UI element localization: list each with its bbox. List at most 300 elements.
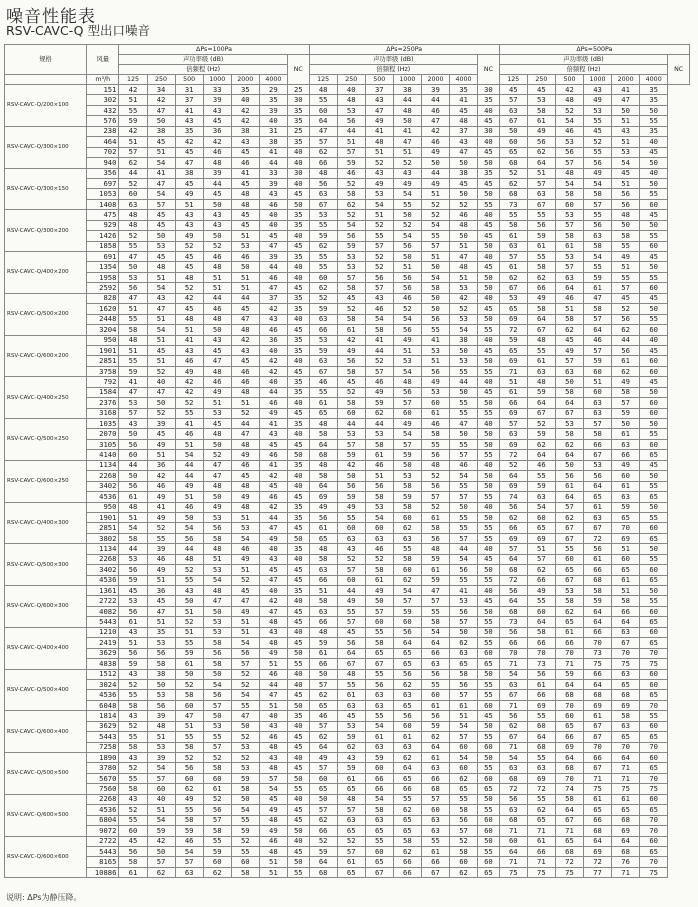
value-cell: 41 (175, 419, 203, 429)
flow-cell: 4838 (87, 659, 119, 669)
value-cell: 75 (584, 659, 612, 669)
value-cell: 42 (259, 366, 287, 376)
value-cell: 66 (584, 439, 612, 449)
value-cell: 62 (527, 439, 555, 449)
value-cell: 57 (259, 773, 287, 783)
value-cell: 51 (203, 554, 231, 564)
value-cell: 48 (337, 95, 365, 105)
value-cell: 45 (287, 575, 309, 585)
value-cell: 56 (393, 711, 421, 721)
value-cell: 50 (203, 606, 231, 616)
value-cell: 45 (175, 262, 203, 272)
value-cell: 61 (527, 836, 555, 846)
value-cell: 51 (231, 398, 259, 408)
value-cell: 59 (309, 231, 337, 241)
value-cell: 48 (203, 262, 231, 272)
value-cell: 54 (421, 272, 449, 282)
value-cell: 42 (231, 335, 259, 345)
model-cell: RSV-CAVC-Q/600×500 (5, 794, 87, 836)
value-cell: 47 (450, 147, 478, 157)
value-cell: 64 (499, 554, 527, 564)
value-cell: 70 (527, 648, 555, 658)
value-cell: 60 (478, 826, 500, 836)
value-cell: 56 (203, 805, 231, 815)
value-cell: 62 (175, 784, 203, 794)
value-cell: 60 (640, 199, 668, 209)
value-cell: 68 (584, 826, 612, 836)
value-cell: 64 (555, 679, 583, 689)
value-cell: 61 (450, 700, 478, 710)
value-cell: 53 (365, 189, 393, 199)
value-cell: 55 (499, 210, 527, 220)
value-cell: 67 (499, 116, 527, 126)
value-cell: 58 (555, 231, 583, 241)
value-cell: 53 (584, 460, 612, 470)
value-cell: 65 (478, 784, 500, 794)
model-cell: RSV-CAVC-Q/300×150 (5, 168, 87, 210)
value-cell: 65 (309, 533, 337, 543)
value-cell: 49 (337, 502, 365, 512)
value-cell: 55 (527, 210, 555, 220)
value-cell: 44 (365, 419, 393, 429)
value-cell: 63 (450, 648, 478, 658)
value-cell: 45 (478, 178, 500, 188)
group-header: ΔPs=500Pa (499, 45, 689, 55)
value-cell: 55 (337, 512, 365, 522)
value-cell: 62 (393, 805, 421, 815)
model-cell: RSV-CAVC-Q/400×200 (5, 252, 87, 294)
value-cell: 50 (478, 512, 500, 522)
value-cell: 58 (337, 314, 365, 324)
value-cell: 40 (478, 137, 500, 147)
value-cell: 58 (555, 596, 583, 606)
value-cell: 62 (450, 867, 478, 877)
value-cell: 39 (203, 168, 231, 178)
value-cell: 54 (259, 784, 287, 794)
value-cell: 65 (640, 492, 668, 502)
flow-cell: 1620 (87, 304, 119, 314)
value-cell: 55 (119, 105, 147, 115)
value-cell: 48 (231, 325, 259, 335)
value-cell: 49 (612, 377, 640, 387)
value-cell: 62 (555, 512, 583, 522)
value-cell: 65 (478, 867, 500, 877)
value-cell: 70 (584, 742, 612, 752)
value-cell: 70 (640, 857, 668, 867)
value-cell: 55 (365, 711, 393, 721)
value-cell: 48 (612, 210, 640, 220)
value-cell: 67 (555, 815, 583, 825)
value-cell: 64 (584, 617, 612, 627)
flow-cell: 1814 (87, 711, 119, 721)
flow-cell: 1134 (87, 544, 119, 554)
value-cell: 66 (584, 815, 612, 825)
value-cell: 42 (259, 596, 287, 606)
value-cell: 48 (259, 742, 287, 752)
value-cell: 52 (175, 617, 203, 627)
value-cell: 51 (147, 272, 175, 282)
value-cell: 63 (365, 533, 393, 543)
value-cell: 59 (393, 606, 421, 616)
table-row (5, 763, 690, 773)
value-cell: 66 (309, 325, 337, 335)
value-cell: 58 (119, 784, 147, 794)
value-cell: 75 (640, 659, 668, 669)
value-cell: 71 (499, 742, 527, 752)
freq-header: 500 (175, 75, 203, 85)
value-cell: 40 (287, 669, 309, 679)
value-cell: 58 (527, 627, 555, 637)
value-cell: 72 (555, 857, 583, 867)
value-cell: 55 (640, 512, 668, 522)
value-cell: 61 (119, 617, 147, 627)
value-cell: 51 (309, 586, 337, 596)
value-cell: 51 (147, 450, 175, 460)
value-cell: 60 (393, 512, 421, 522)
value-cell: 66 (555, 638, 583, 648)
value-cell: 46 (231, 252, 259, 262)
value-cell: 77 (584, 867, 612, 877)
value-cell: 67 (499, 283, 527, 293)
value-cell: 55 (640, 429, 668, 439)
value-cell: 53 (203, 721, 231, 731)
value-cell: 51 (365, 210, 393, 220)
value-cell: 39 (421, 85, 449, 95)
value-cell: 35 (640, 95, 668, 105)
value-cell: 46 (555, 126, 583, 136)
value-cell: 46 (555, 293, 583, 303)
value-cell: 35 (287, 544, 309, 554)
value-cell: 58 (231, 867, 259, 877)
value-cell: 65 (365, 826, 393, 836)
value-cell: 64 (612, 753, 640, 763)
value-cell: 57 (450, 732, 478, 742)
value-cell: 58 (555, 794, 583, 804)
value-cell: 62 (309, 815, 337, 825)
value-cell: 55 (421, 679, 449, 689)
value-cell: 50 (450, 158, 478, 168)
value-cell: 50 (478, 189, 500, 199)
value-cell: 46 (309, 711, 337, 721)
table-row (5, 168, 690, 178)
value-cell: 61 (527, 356, 555, 366)
flow-cell: 1134 (87, 460, 119, 470)
value-cell: 59 (421, 554, 449, 564)
value-cell: 54 (499, 753, 527, 763)
flow-cell: 1354 (87, 262, 119, 272)
value-cell: 59 (203, 846, 231, 856)
value-cell: 55 (478, 325, 500, 335)
value-cell: 55 (450, 398, 478, 408)
value-cell: 50 (478, 669, 500, 679)
value-cell: 48 (203, 544, 231, 554)
value-cell: 63 (309, 314, 337, 324)
flow-cell: 691 (87, 252, 119, 262)
value-cell: 65 (612, 732, 640, 742)
value-cell: 57 (555, 158, 583, 168)
value-cell: 50 (478, 836, 500, 846)
value-cell: 48 (231, 481, 259, 491)
value-cell: 64 (555, 492, 583, 502)
value-cell: 52 (337, 387, 365, 397)
value-cell: 40 (287, 481, 309, 491)
value-cell: 54 (584, 178, 612, 188)
value-cell: 46 (259, 732, 287, 742)
value-cell: 52 (231, 732, 259, 742)
value-cell: 58 (337, 189, 365, 199)
value-cell: 53 (337, 105, 365, 115)
value-cell: 60 (640, 836, 668, 846)
value-cell: 43 (259, 753, 287, 763)
value-cell: 60 (612, 471, 640, 481)
value-cell: 62 (527, 272, 555, 282)
model-cell: RSV-CAVC-Q/400×250 (5, 377, 87, 419)
value-cell: 44 (175, 471, 203, 481)
flow-cell: 702 (87, 147, 119, 157)
value-cell: 70 (499, 648, 527, 658)
value-cell: 57 (175, 857, 203, 867)
value-cell: 55 (421, 325, 449, 335)
value-cell: 52 (119, 231, 147, 241)
value-cell: 56 (499, 502, 527, 512)
value-cell: 75 (640, 784, 668, 794)
value-cell: 50 (612, 105, 640, 115)
footnote: 说明: ΔPs为静压降。 (6, 893, 82, 902)
value-cell: 72 (584, 857, 612, 867)
value-cell: 66 (421, 648, 449, 658)
value-cell: 51 (175, 492, 203, 502)
flow-cell: 2268 (87, 554, 119, 564)
value-cell: 35 (287, 304, 309, 314)
value-cell: 43 (612, 126, 640, 136)
value-cell: 38 (450, 335, 478, 345)
value-cell: 51 (231, 272, 259, 282)
value-cell: 61 (365, 732, 393, 742)
value-cell: 35 (287, 210, 309, 220)
value-cell: 54 (499, 669, 527, 679)
value-cell: 61 (527, 116, 555, 126)
value-cell: 61 (337, 773, 365, 783)
value-cell: 61 (584, 554, 612, 564)
value-cell: 49 (421, 147, 449, 157)
value-cell: 63 (612, 439, 640, 449)
table-row (5, 784, 690, 794)
value-cell: 65 (640, 690, 668, 700)
value-cell: 50 (287, 773, 309, 783)
table-body (5, 85, 690, 878)
value-cell: 56 (612, 314, 640, 324)
value-cell: 64 (612, 836, 640, 846)
flow-cell: 3758 (87, 366, 119, 376)
freq-header: 4000 (640, 75, 668, 85)
value-cell: 69 (309, 492, 337, 502)
flow-cell: 464 (87, 137, 119, 147)
value-cell: 63 (584, 512, 612, 522)
freq-header: 1000 (584, 75, 612, 85)
value-cell: 55 (640, 596, 668, 606)
value-cell: 55 (478, 533, 500, 543)
value-cell: 50 (640, 419, 668, 429)
value-cell: 36 (147, 586, 175, 596)
value-cell: 60 (527, 721, 555, 731)
value-cell: 55 (478, 690, 500, 700)
value-cell: 54 (119, 523, 147, 533)
value-cell: 47 (421, 586, 449, 596)
value-cell: 52 (119, 178, 147, 188)
value-cell: 30 (287, 95, 309, 105)
value-cell: 47 (203, 471, 231, 481)
value-cell: 57 (421, 794, 449, 804)
value-cell: 49 (393, 335, 421, 345)
model-cell: RSV-CAVC-Q/600×400 (5, 711, 87, 753)
value-cell: 53 (450, 314, 478, 324)
value-cell: 62 (555, 606, 583, 616)
value-cell: 40 (147, 794, 175, 804)
value-cell: 54 (450, 721, 478, 731)
value-cell: 55 (337, 679, 365, 689)
freq-header: 2000 (421, 75, 449, 85)
value-cell: 56 (393, 387, 421, 397)
value-cell: 44 (337, 419, 365, 429)
value-cell: 65 (499, 147, 527, 157)
value-cell: 45 (259, 481, 287, 491)
value-cell: 43 (119, 627, 147, 637)
value-cell: 57 (555, 220, 583, 230)
value-cell: 63 (119, 199, 147, 209)
flow-cell: 475 (87, 210, 119, 220)
value-cell: 65 (527, 523, 555, 533)
value-cell: 58 (365, 439, 393, 449)
value-cell: 52 (175, 283, 203, 293)
value-cell: 48 (309, 627, 337, 637)
value-cell: 55 (478, 679, 500, 689)
value-cell: 58 (555, 429, 583, 439)
value-cell: 52 (337, 210, 365, 220)
value-cell: 57 (119, 147, 147, 157)
value-cell: 52 (337, 178, 365, 188)
value-cell: 46 (421, 105, 449, 115)
value-cell: 58 (203, 659, 231, 669)
value-cell: 53 (612, 147, 640, 157)
flow-cell: 1035 (87, 419, 119, 429)
value-cell: 55 (450, 481, 478, 491)
value-cell: 55 (365, 231, 393, 241)
value-cell: 50 (203, 325, 231, 335)
value-cell: 48 (147, 721, 175, 731)
value-cell: 62 (499, 512, 527, 522)
flow-cell: 2592 (87, 283, 119, 293)
flow-cell: 432 (87, 105, 119, 115)
model-cell: RSV-CAVC-Q/500×500 (5, 753, 87, 795)
value-cell: 65 (499, 345, 527, 355)
flow-cell: 8165 (87, 857, 119, 867)
value-cell: 52 (450, 199, 478, 209)
model-cell: RSV-CAVC-Q/600×200 (5, 335, 87, 377)
value-cell: 47 (203, 596, 231, 606)
value-cell: 46 (309, 377, 337, 387)
table-row (5, 533, 690, 543)
value-cell: 67 (499, 732, 527, 742)
value-cell: 68 (309, 867, 337, 877)
value-cell: 59 (499, 335, 527, 345)
value-cell: 55 (584, 116, 612, 126)
value-cell: 59 (584, 272, 612, 282)
value-cell: 45 (478, 554, 500, 564)
table-row (5, 283, 690, 293)
value-cell: 65 (393, 659, 421, 669)
value-cell: 66 (309, 158, 337, 168)
value-cell: 60 (119, 450, 147, 460)
value-cell: 61 (119, 867, 147, 877)
value-cell: 65 (527, 815, 555, 825)
value-cell: 52 (147, 408, 175, 418)
value-cell: 62 (612, 366, 640, 376)
value-cell: 31 (259, 126, 287, 136)
value-cell: 64 (612, 617, 640, 627)
value-cell: 61 (421, 753, 449, 763)
value-cell: 43 (584, 85, 612, 95)
value-cell: 45 (287, 189, 309, 199)
value-cell: 35 (287, 502, 309, 512)
value-cell: 50 (450, 231, 478, 241)
value-cell: 45 (203, 345, 231, 355)
table-row (5, 105, 690, 115)
value-cell: 60 (640, 439, 668, 449)
value-cell: 35 (640, 85, 668, 95)
value-cell: 64 (393, 763, 421, 773)
value-cell: 66 (365, 784, 393, 794)
value-cell: 55 (640, 231, 668, 241)
value-cell: 58 (612, 231, 640, 241)
value-cell: 51 (231, 231, 259, 241)
value-cell: 60 (640, 627, 668, 637)
value-cell: 61 (499, 262, 527, 272)
value-cell: 59 (393, 492, 421, 502)
value-cell: 36 (203, 126, 231, 136)
value-cell: 40 (287, 679, 309, 689)
value-cell: 50 (119, 262, 147, 272)
value-cell: 54 (231, 638, 259, 648)
value-cell: 60 (450, 857, 478, 867)
freq-header: 250 (147, 75, 175, 85)
flow-cell: 1210 (87, 627, 119, 637)
value-cell: 57 (421, 241, 449, 251)
value-cell: 45 (555, 335, 583, 345)
value-cell: 66 (555, 732, 583, 742)
value-cell: 48 (393, 105, 421, 115)
value-cell: 44 (119, 168, 147, 178)
value-cell: 47 (175, 158, 203, 168)
value-cell: 48 (450, 262, 478, 272)
value-cell: 42 (119, 126, 147, 136)
value-cell: 66 (527, 638, 555, 648)
value-cell: 62 (499, 272, 527, 282)
value-cell: 59 (527, 231, 555, 241)
value-cell: 66 (527, 575, 555, 585)
value-cell: 57 (365, 606, 393, 616)
value-cell: 45 (287, 366, 309, 376)
value-cell: 48 (203, 314, 231, 324)
value-cell: 58 (337, 366, 365, 376)
value-cell: 38 (259, 137, 287, 147)
value-cell: 70 (612, 648, 640, 658)
value-cell: 43 (175, 116, 203, 126)
value-cell: 61 (499, 387, 527, 397)
value-cell: 67 (365, 867, 393, 877)
table-row (5, 241, 690, 251)
table-row (5, 429, 690, 439)
table-row (5, 742, 690, 752)
